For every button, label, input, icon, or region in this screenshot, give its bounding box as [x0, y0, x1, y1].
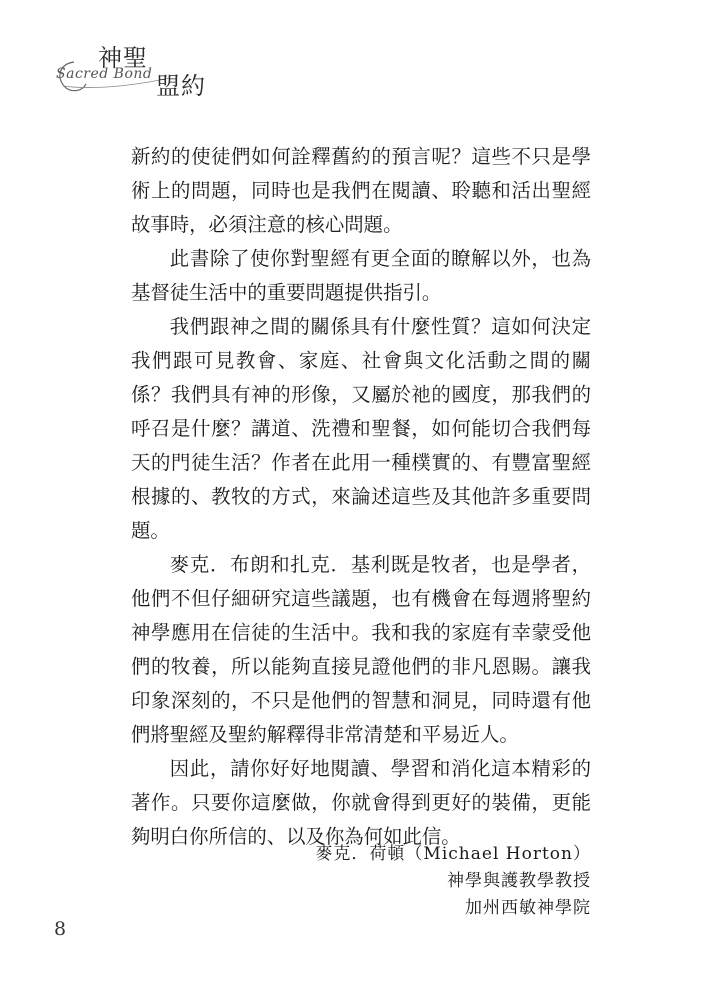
author-title: 神學與護教學教授	[447, 871, 591, 891]
paragraph-4: 麥克．布朗和扎克．基利既是牧者，也是學者，他們不但仔細研究這些議題，也有機會在每週將聖約神學應用在信徒的生活中。我和我的家庭有幸蒙受他們的牧養，所以能夠直接見證他們的非凡恩賜。讓我印象深刻的，不只是他們的智慧和洞見，同時還有他們將聖經及聖約解釋得非常清楚和平易近人。	[131, 553, 591, 746]
header-logo	[52, 38, 222, 98]
paragraph-5: 因此，請你好好地閱讀、學習和消化這本精彩的著作。只要你這麼做，你就會得到更好的裝備，更能夠明白你所信的、以及你為何如此信。	[131, 757, 591, 848]
logo-title-bottom: 盟約	[156, 72, 206, 100]
paragraph-3: 我們跟神之間的關係具有什麼性質？這如何決定我們跟可見教會、家庭、社會與文化活動之間的關係？我們具有神的形像，又屬於祂的國度，那我們的呼召是什麼？講道、洗禮和聖餐，如何能切合我們每天的門徒生活？作者在此用一種樸實的、有豐富聖經根據的、教牧的方式，來論述這些及其他許多重要問題。	[131, 315, 591, 542]
author-name: 麥克．荷頓（Michael Horton）	[315, 844, 591, 864]
body-text	[131, 140, 591, 854]
logo-english-text: Sacred Bond	[56, 66, 153, 82]
signature-block	[315, 841, 591, 922]
page-number: 8	[54, 918, 67, 940]
paragraph-2: 此書除了使你對聖經有更全面的瞭解以外，也為基督徒生活中的重要問題提供指引。	[131, 247, 591, 304]
paragraph-1: 新約的使徒們如何詮釋舊約的預言呢？這些不只是學術上的問題，同時也是我們在閱讀、聆聽和活出聖經故事時，必須注意的核心問題。	[131, 145, 591, 236]
logo-title-top: 神聖	[98, 44, 148, 72]
author-institution: 加州西敏神學院	[465, 898, 591, 918]
